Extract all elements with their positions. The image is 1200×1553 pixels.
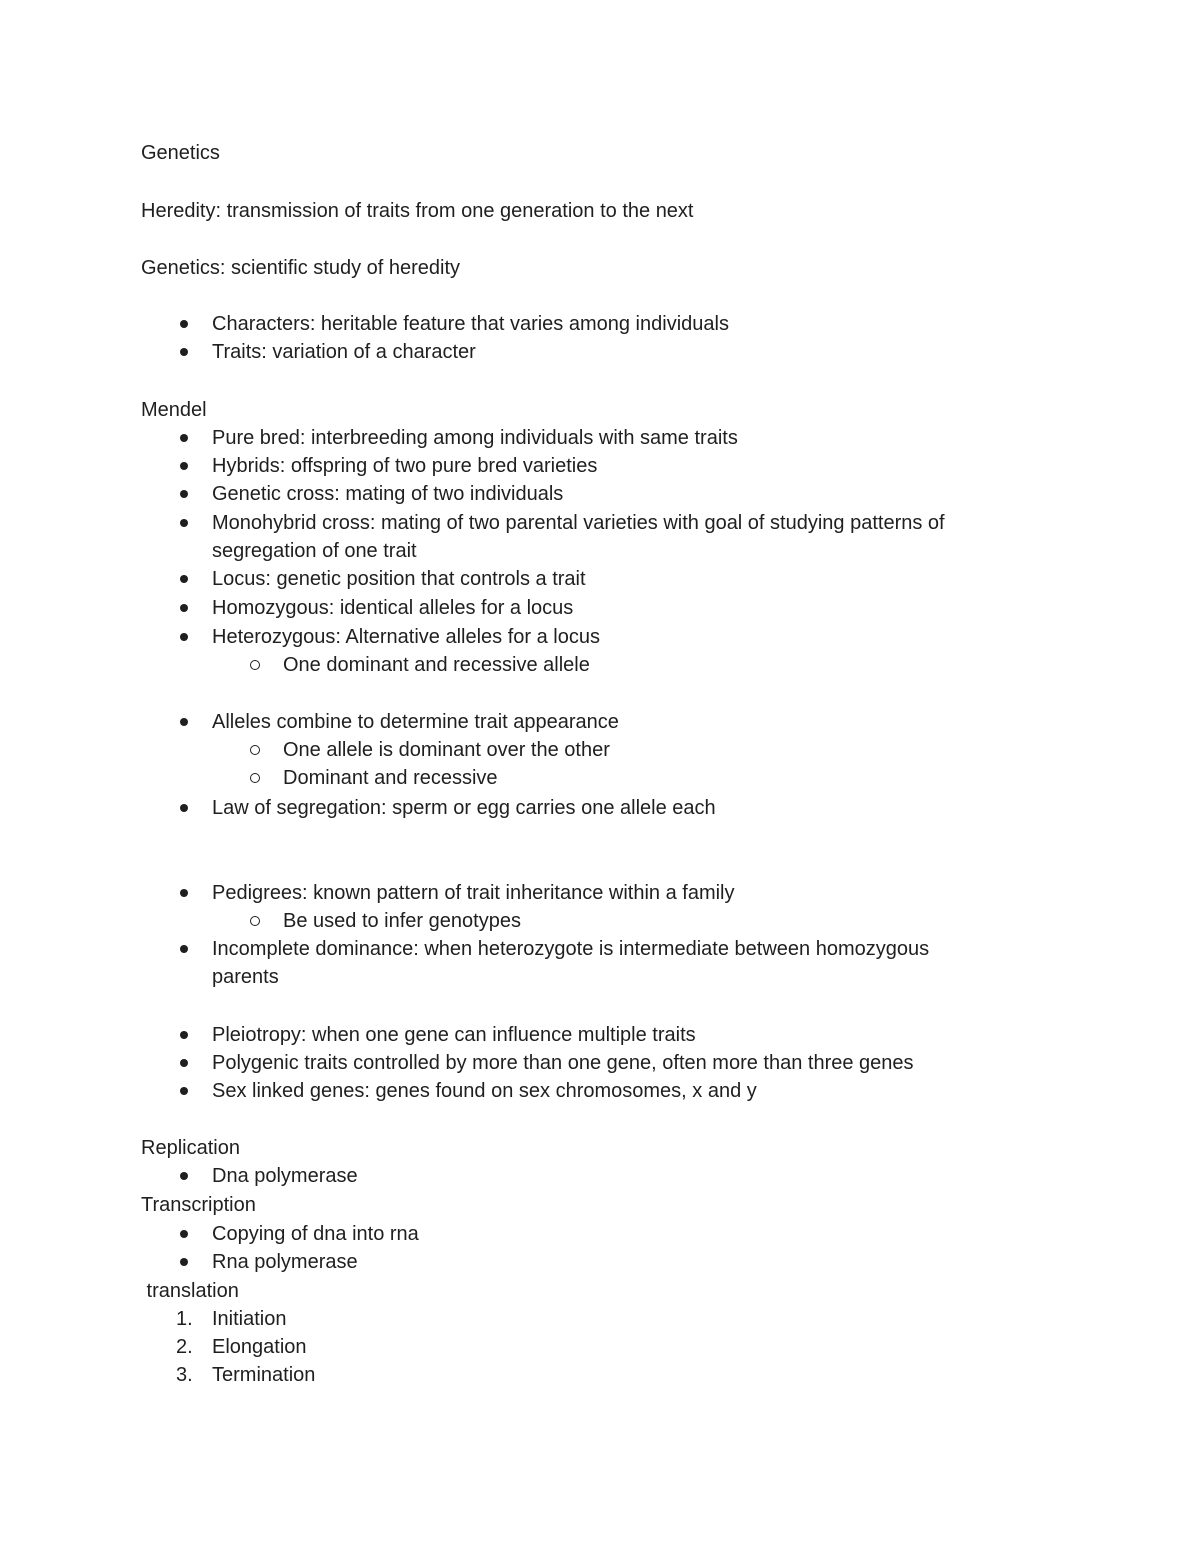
heading-text: Genetics: scientific study of heredity [141, 257, 461, 279]
list-item-text: Genetic cross: mating of two individuals [212, 483, 564, 505]
bullet-icon [180, 804, 188, 812]
list-item-text: Polygenic traits controlled by more than one gene, often more than three genes [212, 1052, 914, 1074]
bullet-icon [180, 1059, 188, 1067]
list-number: 1. [176, 1308, 193, 1330]
list-item-text: Pedigrees: known pattern of trait inheritance within a family [212, 882, 735, 904]
bullet-icon [180, 1087, 188, 1095]
list-item-text: Dna polymerase [212, 1165, 358, 1187]
list-item-text: Alleles combine to determine trait appearance [212, 711, 619, 733]
heading-text: Mendel [141, 399, 207, 421]
sub-bullet-icon [250, 916, 260, 926]
list-item-text: Pleiotropy: when one gene can influence multiple traits [212, 1024, 696, 1046]
list-item-text: Characters: heritable feature that varies among individuals [212, 313, 729, 335]
bullet-icon [180, 633, 188, 641]
bullet-icon [180, 1172, 188, 1180]
list-item-text: Heterozygous: Alternative alleles for a locus [212, 626, 600, 648]
list-item-text: Elongation [212, 1336, 307, 1358]
bullet-icon [180, 604, 188, 612]
list-item-text: Rna polymerase [212, 1251, 358, 1273]
list-item-text: Be used to infer genotypes [283, 910, 521, 932]
bullet-icon [180, 945, 188, 953]
sub-bullet-icon [250, 660, 260, 670]
list-item-text: segregation of one trait [212, 540, 417, 562]
bullet-icon [180, 1230, 188, 1238]
list-item-text: Sex linked genes: genes found on sex chromosomes, x and y [212, 1080, 757, 1102]
list-item-text: Incomplete dominance: when heterozygote is intermediate between homozygous [212, 938, 930, 960]
list-item-text: Dominant and recessive [283, 767, 498, 789]
list-item-text: Locus: genetic position that controls a trait [212, 568, 586, 590]
bullet-icon [180, 1258, 188, 1266]
list-item-text: One allele is dominant over the other [283, 739, 610, 761]
bullet-icon [180, 519, 188, 527]
list-item-text: Initiation [212, 1308, 287, 1330]
list-item-text: Hybrids: offspring of two pure bred varieties [212, 455, 598, 477]
bullet-icon [180, 320, 188, 328]
bullet-icon [180, 462, 188, 470]
list-number: 2. [176, 1336, 193, 1358]
heading-text: Replication [141, 1137, 240, 1159]
list-item-text: Traits: variation of a character [212, 341, 476, 363]
list-item-text: Homozygous: identical alleles for a locus [212, 597, 574, 619]
bullet-icon [180, 575, 188, 583]
list-item-text: Pure bred: interbreeding among individuals with same traits [212, 427, 738, 449]
list-item-text: Termination [212, 1364, 316, 1386]
heading-text: Transcription [141, 1194, 256, 1216]
bullet-icon [180, 718, 188, 726]
list-item-text: Copying of dna into rna [212, 1223, 419, 1245]
sub-bullet-icon [250, 745, 260, 755]
list-item-text: Monohybrid cross: mating of two parental varieties with goal of studying patterns of [212, 512, 945, 534]
heading-text: translation [141, 1280, 239, 1302]
bullet-icon [180, 889, 188, 897]
bullet-icon [180, 1031, 188, 1039]
list-item-text: Law of segregation: sperm or egg carries one allele each [212, 797, 716, 819]
bullet-icon [180, 348, 188, 356]
sub-bullet-icon [250, 773, 260, 783]
bullet-icon [180, 434, 188, 442]
heading-text: Heredity: transmission of traits from one generation to the next [141, 200, 694, 222]
bullet-icon [180, 490, 188, 498]
list-item-text: parents [212, 966, 279, 988]
list-item-text: One dominant and recessive allele [283, 654, 590, 676]
heading-text: Genetics [141, 142, 220, 164]
list-number: 3. [176, 1364, 193, 1386]
